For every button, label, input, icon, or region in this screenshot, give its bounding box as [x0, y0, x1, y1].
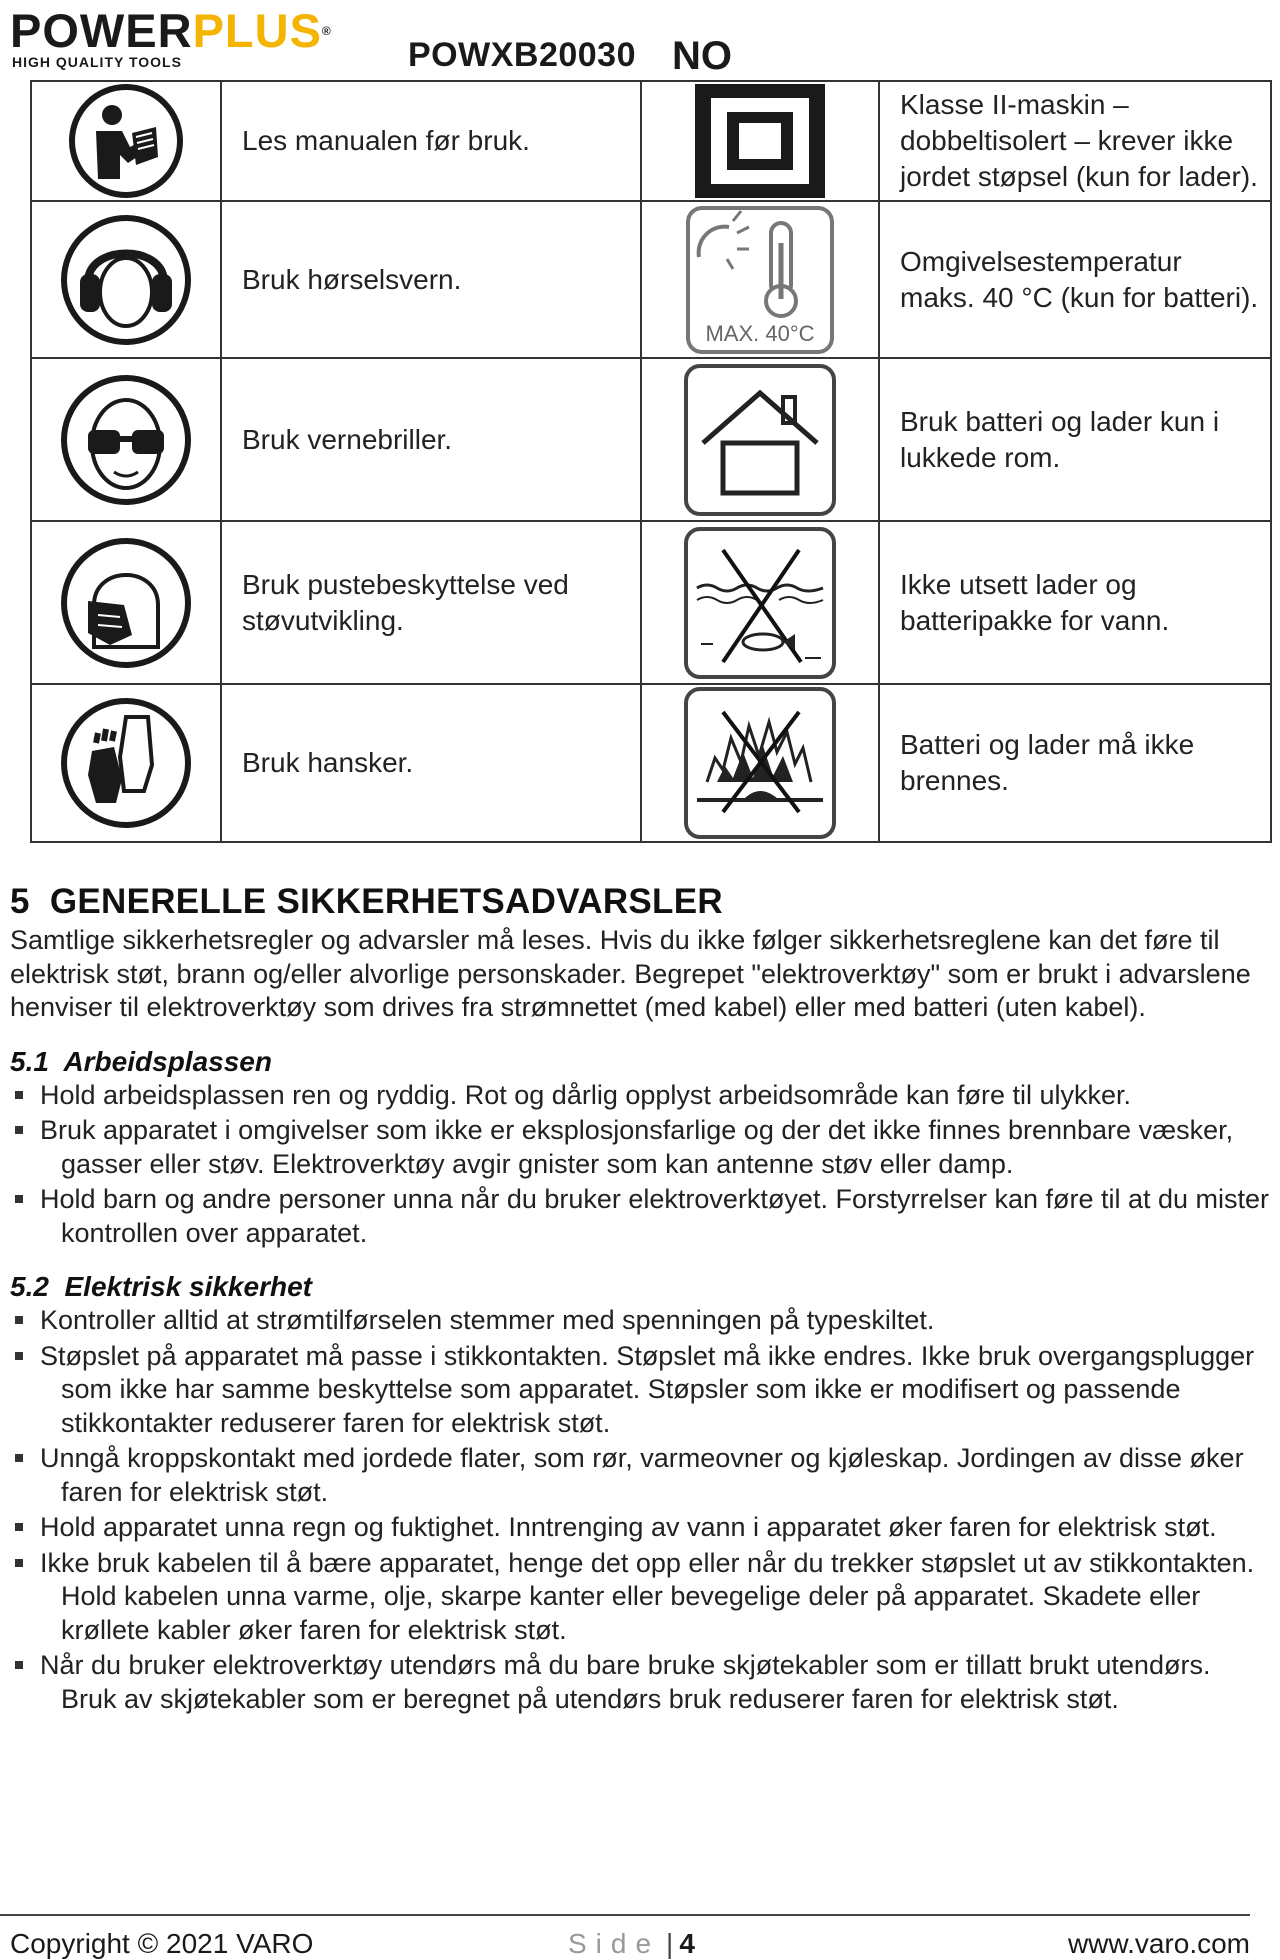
list-item: Kontroller alltid at strømtilførselen stemmer med spenningen på typeskiltet. [10, 1304, 1272, 1338]
bullet-icon [15, 1661, 23, 1669]
section-number: 5 [10, 882, 30, 921]
page-label: Side [568, 1928, 661, 1959]
list-item: Støpslet på apparatet må passe i stikkontakten. Støpslet må ikke endres. Ikke bruk overgangsplugger som ikke har samme beskyttelse som apparatet. Støpsler som ikke er modifisert og passende stikkontakter reduserer faren for elektrisk støt. [10, 1340, 1272, 1441]
list-item: Hold barn og andre personer unna når du bruker elektroverktøyet. Forstyrrelser kan føre til at du mister kontrollen over apparatet. [10, 1183, 1272, 1250]
page-header [10, 6, 1270, 78]
bullet-list [10, 1079, 1272, 1251]
page-number: 4 [679, 1928, 695, 1959]
powerplus-logo [10, 6, 390, 72]
symbol-description: Batteri og lader må ikke brennes. [879, 684, 1271, 842]
symbol-description: Bruk batteri og lader kun i lukkede rom. [879, 358, 1271, 521]
symbol-description: Bruk hørselsvern. [221, 201, 641, 358]
symbol-cell [641, 201, 879, 358]
bullet-icon [15, 1559, 23, 1567]
main-content [10, 880, 1272, 1736]
dust-mask-icon [58, 535, 194, 671]
list-item: Hold arbeidsplassen ren og ryddig. Rot og dårlig opplyst arbeidsområde kan føre til ulykker. [10, 1079, 1272, 1113]
no-fire-icon [683, 686, 837, 840]
bullet-icon [15, 1454, 23, 1462]
symbol-row [31, 81, 1271, 201]
indoor-use-house-icon [683, 363, 837, 517]
symbols-table [30, 80, 1272, 843]
symbol-description: Bruk hansker. [221, 684, 641, 842]
symbol-cell [641, 521, 879, 684]
language-code: NO [672, 34, 732, 78]
subsection-heading: 5.2 Elektrisk sikkerhet [10, 1271, 312, 1302]
symbol-description: Omgivelsestemperatur maks. 40 °C (kun for batteri). [879, 201, 1271, 358]
website-link[interactable]: www.varo.com [1067, 1928, 1250, 1959]
list-item: Unngå kroppskontakt med jordede flater, som rør, varmeovner og kjøleskap. Jordingen av disse øker faren for elektrisk støt. [10, 1442, 1272, 1509]
list-item: Når du bruker elektroverktøy utendørs må du bare bruke skjøtekabler som er tillatt brukt utendørs. Bruk av skjøtekabler som er beregnet på utendørs bruk reduserer faren for elektrisk støt. [10, 1649, 1272, 1716]
bullet-list [10, 1304, 1272, 1716]
bullet-icon [15, 1126, 23, 1134]
safety-glasses-icon [58, 372, 194, 508]
symbol-description: Ikke utsett lader og batteripakke for vann. [879, 521, 1271, 684]
subsection-heading: 5.1 Arbeidsplassen [10, 1045, 272, 1077]
read-manual-icon [60, 83, 192, 199]
symbol-description: Les manualen før bruk. [221, 81, 641, 201]
symbol-cell [31, 684, 221, 842]
max-temperature-icon [685, 205, 835, 355]
symbol-description: Bruk vernebriller. [221, 358, 641, 521]
no-water-icon [683, 526, 837, 680]
bullet-icon [15, 1316, 23, 1324]
page-footer [0, 1914, 1250, 1960]
symbol-row [31, 521, 1271, 684]
logo-tagline: HIGH QUALITY TOOLS [12, 54, 182, 70]
symbol-cell [641, 684, 879, 842]
symbol-cell [31, 201, 221, 358]
bullet-icon [15, 1523, 23, 1531]
symbol-cell [31, 358, 221, 521]
symbol-row [31, 201, 1271, 358]
symbol-description: Bruk pustebeskyttelse ved støvutvikling. [221, 521, 641, 684]
section-intro: Samtlige sikkerhetsregler og advarsler må leses. Hvis du ikke følger sikkerhetsreglene kan det føre til elektrisk støt, brann og/eller alvorlige personskader. Begrepet "elektroverktøy" som er brukt i advarslene henviser til elektroverktøy som drives fra strømnettet (med kabel) eller med batteri (uten kabel). [10, 925, 1251, 1022]
page-separator: | [666, 1928, 674, 1959]
symbol-row [31, 684, 1271, 842]
bullet-icon [15, 1091, 23, 1099]
list-item: Bruk apparatet i omgivelser som ikke er eksplosjonsfarlige og der det ikke finnes brennbare væsker, gasser eller støv. Elektroverktøy avgir gnister som kan antenne støv eller damp. [10, 1114, 1272, 1181]
bullet-icon [15, 1195, 23, 1203]
logo-wordmark: POWERPLUS® [10, 4, 332, 57]
symbol-row [31, 358, 1271, 521]
model-number: POWXB20030 [408, 36, 636, 74]
page-indicator [568, 1928, 695, 1960]
class-ii-double-square-icon [693, 82, 827, 200]
copyright-text: Copyright © 2021 VARO [10, 1928, 314, 1959]
max-temp-label: MAX. 40°C [705, 320, 815, 346]
bullet-icon [15, 1352, 23, 1360]
list-item: Ikke bruk kabelen til å bære apparatet, henge det opp eller når du trekker støpslet ut av stikkontakten. Hold kabelen unna varme, olje, skarpe kanter eller bevegelige deler på apparatet. Skadete eller krøllete kabler øker faren for elektrisk støt. [10, 1547, 1272, 1648]
symbol-cell [31, 521, 221, 684]
symbol-cell [641, 358, 879, 521]
symbol-description: Klasse II-maskin – dobbeltisolert – krever ikke jordet støpsel (kun for lader). [879, 81, 1271, 201]
symbol-cell [31, 81, 221, 201]
ear-protection-icon [58, 212, 194, 348]
section-heading [10, 880, 1272, 924]
symbol-cell [641, 81, 879, 201]
gloves-icon [58, 695, 194, 831]
list-item: Hold apparatet unna regn og fuktighet. Inntrenging av vann i apparatet øker faren for elektrisk støt. [10, 1511, 1272, 1545]
section-title: GENERELLE SIKKERHETSADVARSLER [49, 882, 723, 921]
